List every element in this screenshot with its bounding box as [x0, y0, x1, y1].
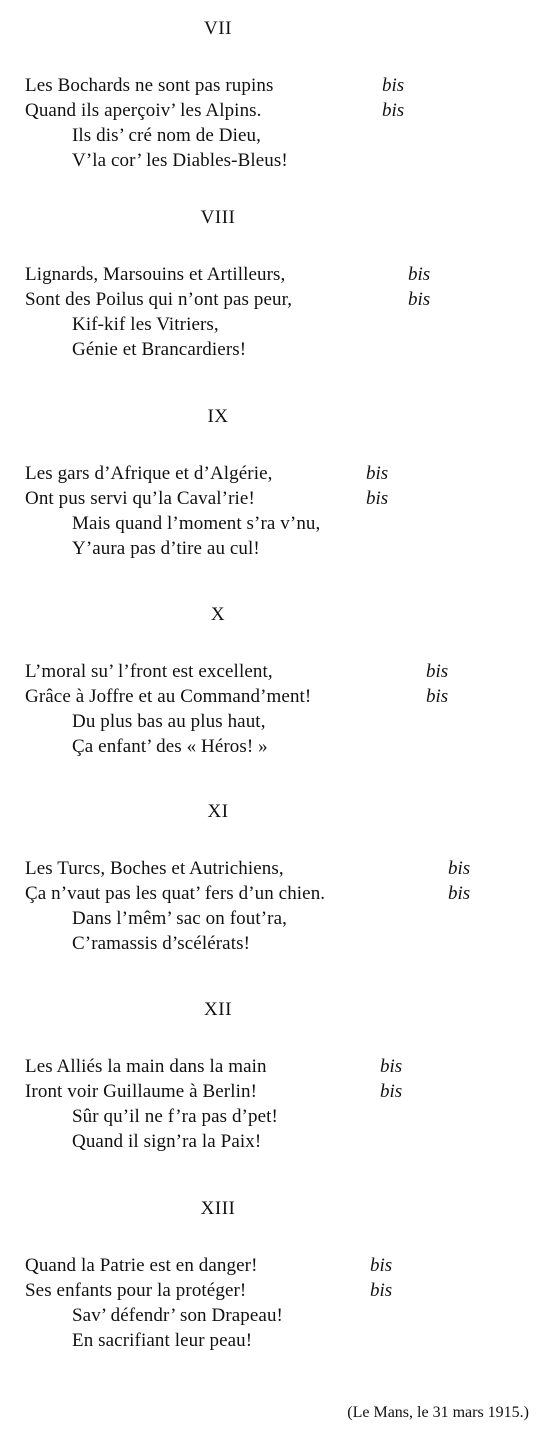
verse-line: Les Turcs, Boches et Autrichiens,: [25, 858, 284, 879]
place-date-footer: (Le Mans, le 31 mars 1915.): [347, 1404, 529, 1421]
repeat-mark: bis: [382, 100, 405, 121]
stanza-xiii: [0, 1197, 539, 1367]
stanza-xi: [0, 800, 539, 970]
verse-line: Ont pus servi qu’la Caval’rie!: [25, 488, 255, 509]
stanza-xii: [0, 998, 539, 1168]
verse-line: Les Alliés la main dans la main: [25, 1056, 267, 1077]
repeat-mark: bis: [370, 1255, 393, 1276]
stanza-numeral: XIII: [200, 1198, 236, 1219]
repeat-mark: bis: [408, 289, 431, 310]
verse-line: Quand il sign’ra la Paix!: [72, 1131, 262, 1152]
verse-line: Y’aura pas d’tire au cul!: [72, 538, 260, 559]
verse-line: Du plus bas au plus haut,: [72, 711, 266, 732]
verse-line: Génie et Brancardiers!: [72, 339, 247, 360]
repeat-mark: bis: [370, 1280, 393, 1301]
verse-line: Sont des Poilus qui n’ont pas peur,: [25, 289, 293, 310]
verse-line: Iront voir Guillaume à Berlin!: [25, 1081, 257, 1102]
stanza-x: [0, 603, 539, 773]
verse-line: Les Bochards ne sont pas rupins: [25, 75, 274, 96]
repeat-mark: bis: [380, 1056, 403, 1077]
verse-line: Grâce à Joffre et au Command’ment!: [25, 686, 312, 707]
stanza-viii: [0, 206, 539, 376]
verse-line: Sav’ défendr’ son Drapeau!: [72, 1305, 283, 1326]
verse-line: Mais quand l’moment s’ra v’nu,: [72, 513, 321, 534]
verse-line: En sacrifiant leur peau!: [72, 1330, 253, 1351]
verse-line: Lignards, Marsouins et Artilleurs,: [25, 264, 286, 285]
repeat-mark: bis: [426, 686, 449, 707]
verse-line: L’moral su’ l’front est excellent,: [25, 661, 273, 682]
verse-line: C’ramassis d’scélérats!: [72, 933, 250, 954]
stanza-numeral: X: [210, 604, 226, 625]
stanza-vii: [0, 17, 539, 187]
repeat-mark: bis: [366, 488, 389, 509]
verse-line: Ses enfants pour la protéger!: [25, 1280, 247, 1301]
stanza-numeral: VIII: [200, 207, 236, 228]
verse-line: Sûr qu’il ne f’ra pas d’pet!: [72, 1106, 278, 1127]
repeat-mark: bis: [382, 75, 405, 96]
repeat-mark: bis: [380, 1081, 403, 1102]
repeat-mark: bis: [408, 264, 431, 285]
repeat-mark: bis: [448, 858, 471, 879]
verse-line: Ils dis’ cré nom de Dieu,: [72, 125, 261, 146]
stanza-ix: [0, 405, 539, 575]
verse-line: Ça enfant’ des « Héros! »: [72, 736, 268, 757]
stanza-numeral: IX: [207, 406, 229, 427]
stanza-numeral: XI: [207, 801, 229, 822]
stanza-numeral: XII: [204, 999, 232, 1020]
stanza-numeral: VII: [204, 18, 232, 39]
repeat-mark: bis: [448, 883, 471, 904]
repeat-mark: bis: [366, 463, 389, 484]
repeat-mark: bis: [426, 661, 449, 682]
verse-line: Kif-kif les Vitriers,: [72, 314, 219, 335]
verse-line: Ça n’vaut pas les quat’ fers d’un chien.: [25, 883, 326, 904]
verse-line: Les gars d’Afrique et d’Algérie,: [25, 463, 273, 484]
verse-line: Dans l’mêm’ sac on fout’ra,: [72, 908, 287, 929]
verse-line: Quand la Patrie est en danger!: [25, 1255, 258, 1276]
verse-line: Quand ils aperçoiv’ les Alpins.: [25, 100, 262, 121]
verse-line: V’la cor’ les Diables-Bleus!: [72, 150, 288, 171]
